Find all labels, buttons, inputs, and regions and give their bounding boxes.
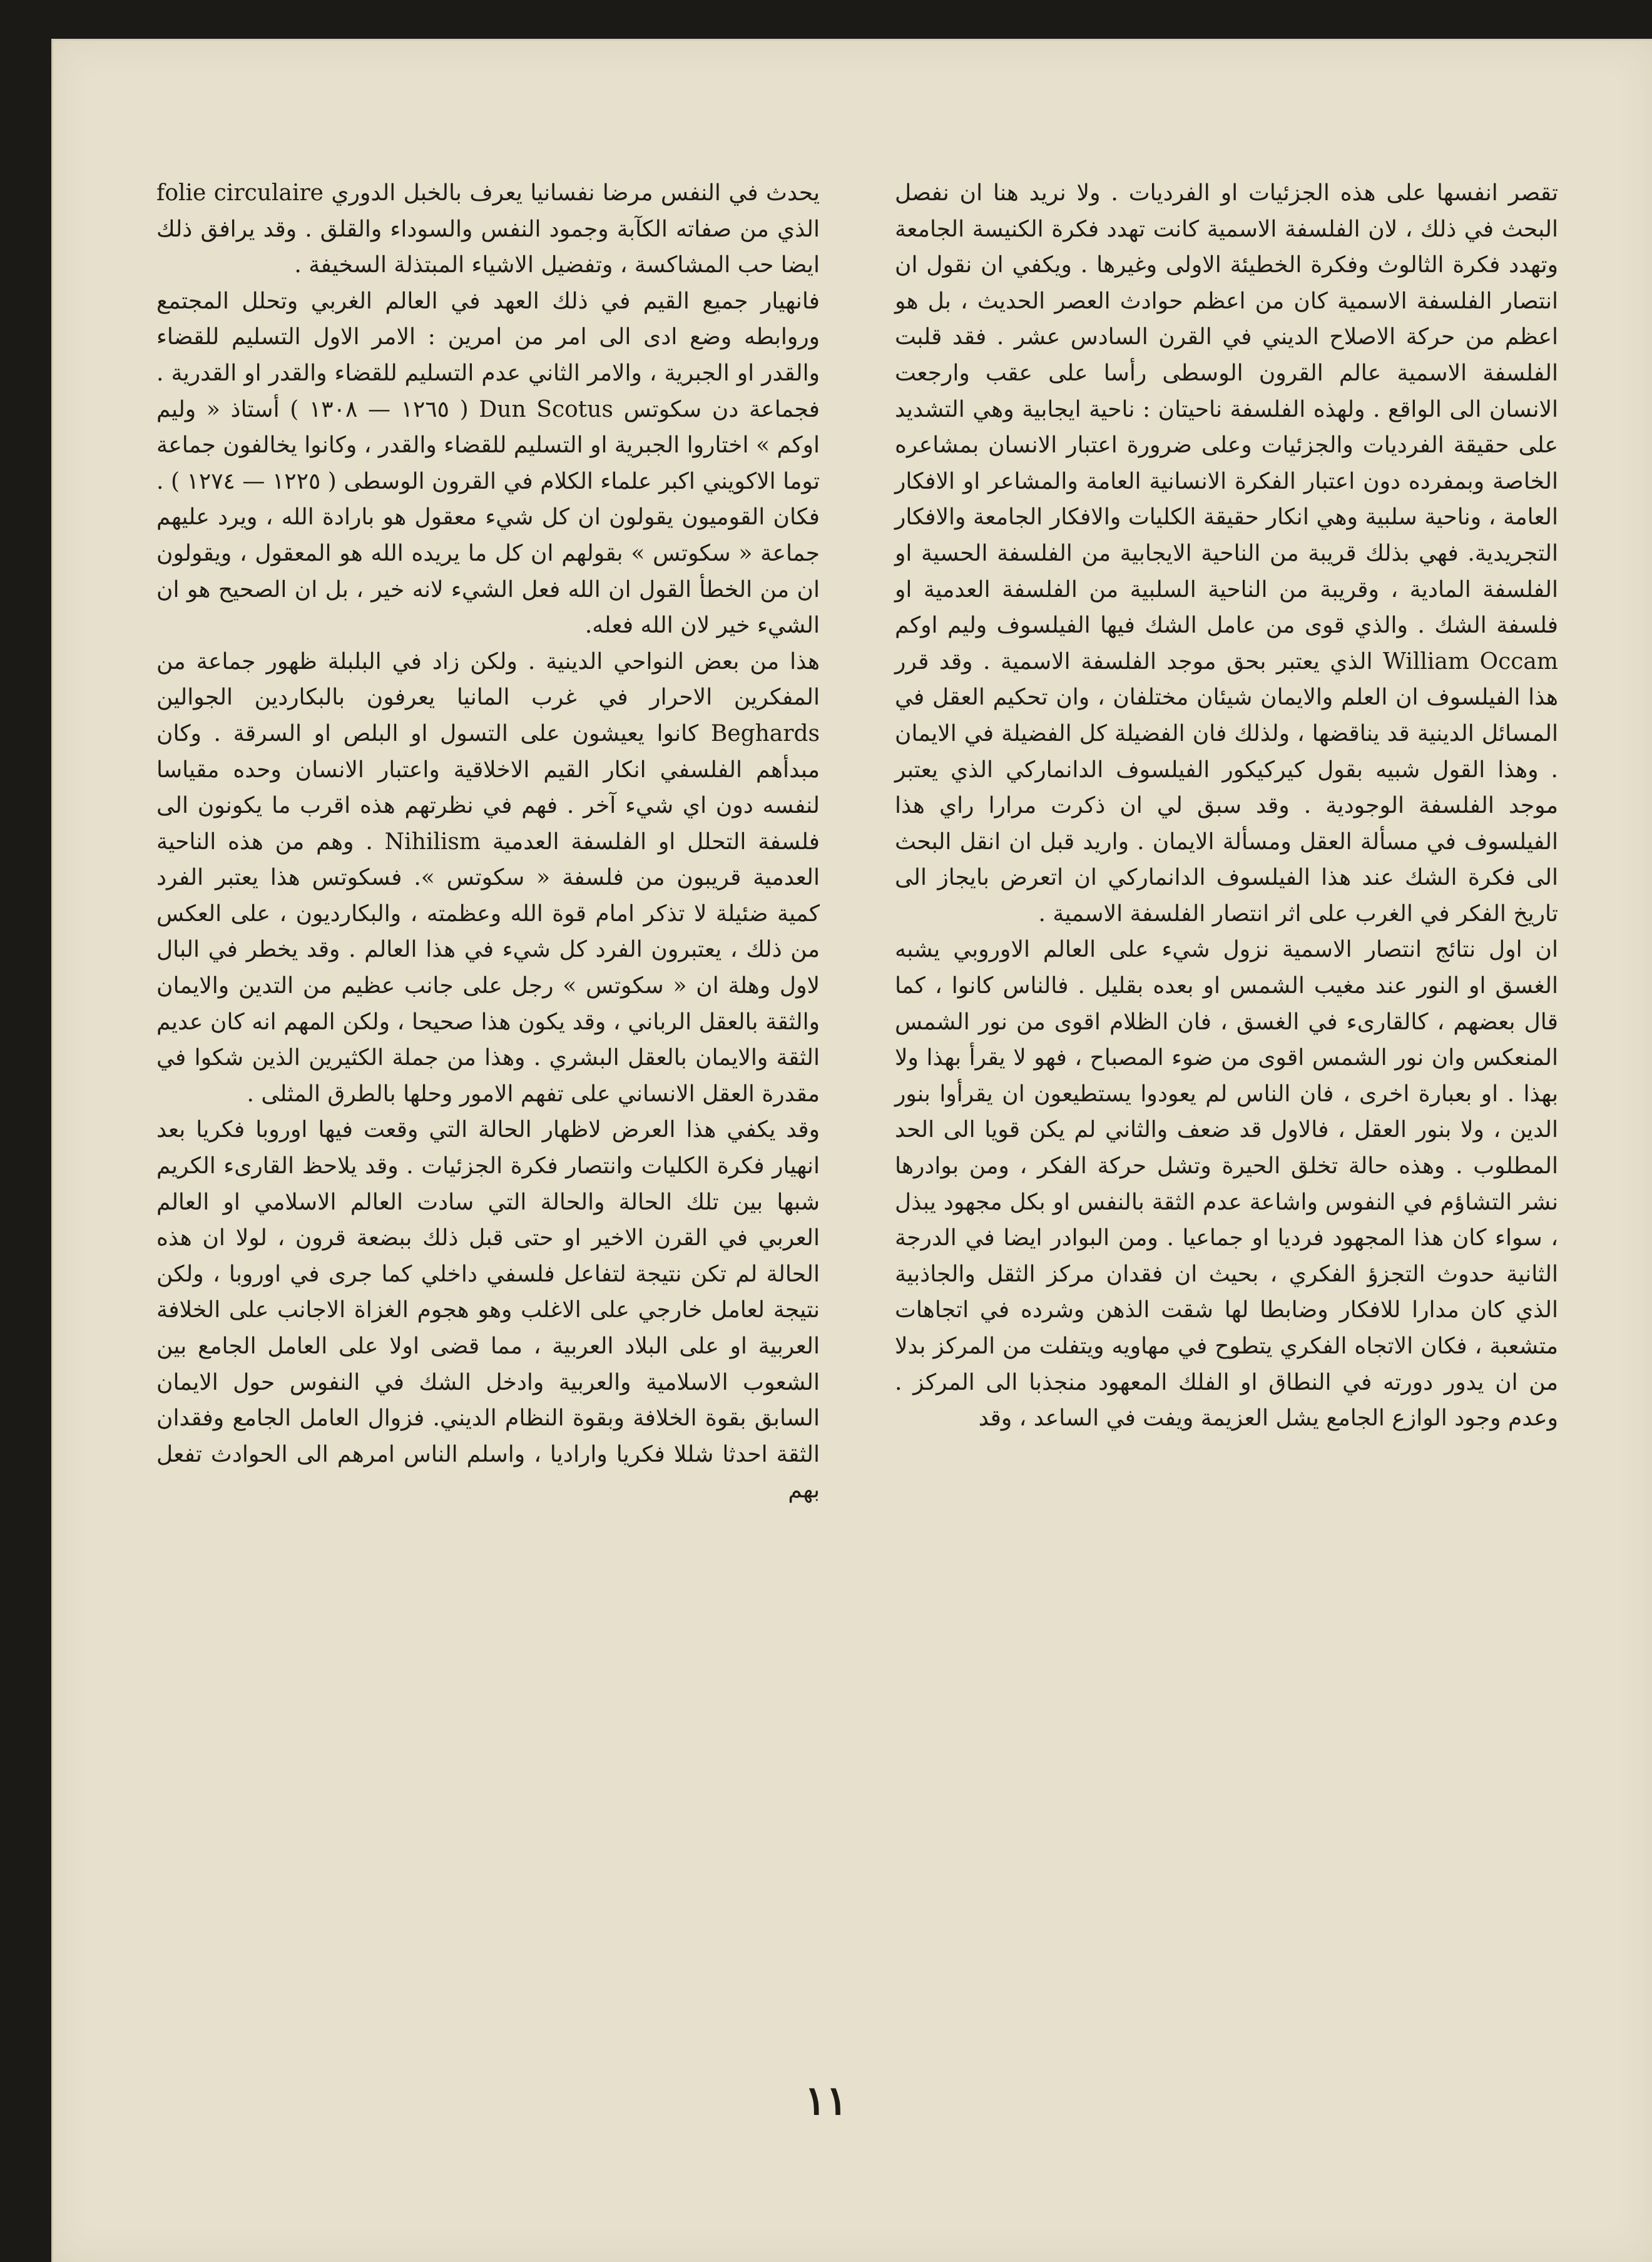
paragraph: ان اول نتائج انتصار الاسمية نزول شيء على العالم الاوروبي يشبه الغسق او النور عند مغيب الشمس او بعده بقليل . فالناس كانوا ، كما قال بعضهم ، كالقارىء في الغسق ، فان الظلام اقوى من نور الشمس المنعكس وان نور الشمس اقوى من ضوء المصباح ، فهو لا يقرأ بهذا ولا بهذا . او بعبارة اخرى ، فان الناس لم يعودوا يستطيعون ان يقرأوا بنور الدين ، ولا بنور العقل ، فالاول قد ضعف والثاني لم يكن قويا الى الحد المطلوب . وهذه حالة تخلق الحيرة وتشل حركة الفكر ، ومن بوادرها نشر التشاؤم في النفوس واشاعة عدم الثقة بالنفس او بكل مجهود يبذل ، سواء كان هذا المجهود فرديا او جماعيا . ومن البوادر ايضا في الدرجة الثانية حدوث التجزؤ الفكري ، بحيث ان فقدان مركز الثقل والجاذبية الذي كان مدارا للافكار وضابطا لها شقت الذهن وشرده في اتجاهات متشعبة ، فكان الاتجاه الفكري يتطوح في مهاويه ويتفلت من المركز بدلا من ان يدور دورته في النطاق او الفلك المعهود منجذبا الى المركز . وعدم وجود الوازع الجامع يشل العزيمة ويفت في الساعد ، وقد <box>895 937 1559 1432</box>
paragraph: تقصر انفسها على هذه الجزئيات او الفرديات . ولا نريد هنا ان نفصل البحث في ذلك ، لان الفلسفة الاسمية كانت تهدد فكرة الكنيسة الجامعة وتهدد فكرة الثالوث وفكرة الخطيئة الاولى وغيرها . ويكفي ان نقول ان انتصار الفلسفة الاسمية كان من اعظم حوادث العصر الحديث ، بل هو اعظم من حركة الاصلاح الديني في القرن السادس عشر . فقد قلبت الفلسفة الاسمية عالم القرون الوسطى رأسا على عقب وارجعت الانسان الى الواقع . ولهذه الفلسفة ناحيتان : ناحية ايجابية وهي التشديد على حقيقة الفرديات والجزئيات وعلى ضرورة اعتبار الانسان بمشاعره الخاصة وبمفرده دون اعتبار الفكرة الانسانية العامة والمشاعر او الافكار العامة ، وناحية سلبية وهي انكار حقيقة الكليات والافكار الجامعة والافكار التجريدية. فهي بذلك قريبة من الناحية الايجابية من الفلسفة الحسية او الفلسفة المادية ، وقريبة من الناحية السلبية من الفلسفة العدمية او فلسفة الشك . والذي قوى من عامل الشك فيها الفيلسوف وليم اوكم William Occam الذي يعتبر بحق موجد الفلسفة الاسمية . وقد قرر هذا الفيلسوف ان العلم والايمان شيئان مختلفان ، وان تحكيم العقل في المسائل الدينية قد يناقضها ، ولذلك فان الفضيلة كل الفضيلة في الايمان . وهذا القول شبيه بقول كيركيكور الفيلسوف الدانماركي الذي يعتبر موجد الفلسفة الوجودية . وقد سبق لي ان ذكرت مرارا راي هذا الفيلسوف في مسألة العقل ومسألة الايمان . واريد قبل ان انقل البحث الى فكرة الشك عند هذا الفيلسوف الدانماركي ان اتعرض بايجاز الى تاريخ الفكر في الغرب على اثر انتصار الفلسفة الاسمية . <box>895 180 1559 927</box>
paragraph: وقد يكفي هذا العرض لاظهار الحالة التي وقعت فيها اوروبا فكريا بعد انهيار فكرة الكليات وانتصار فكرة الجزئيات . وقد يلاحظ القارىء الكريم شبها بين تلك الحالة والحالة التي سادت العالم الاسلامي او العالم العربي في القرن الاخير او حتى قبل ذلك ببضعة قرون ، لولا ان هذه الحالة لم تكن نتيجة لتفاعل فلسفي داخلي كما جرى في اوروبا ، ولكن نتيجة لعامل خارجي على الاغلب وهو هجوم الغزاة الاجانب على الخلافة العربية او على البلاد العربية ، مما قضى اولا على العامل الجامع بين الشعوب الاسلامية والعربية وادخل الشك في النفوس حول الايمان السابق بقوة الخلافة وبقوة النظام الديني. فزوال العامل الجامع وفقدان الثقة احدثا شللا فكريا واراديا ، واسلم الناس امرهم الى الحوادث تفعل بهم <box>156 1117 820 1504</box>
left-text-column <box>156 175 820 1509</box>
right-text-column <box>895 175 1558 1437</box>
page-number: ١١ <box>804 2077 848 2124</box>
paragraph: فانهيار جميع القيم في ذلك العهد في العالم الغربي وتحلل المجتمع وروابطه وضع ادى الى امر من امرين : الامر الاول التسليم للقضاء والقدر او الجبرية ، والامر الثاني عدم التسليم للقضاء والقدر او القدرية . فجماعة دن سكوتس Dun Scotus ( ١٢٦٥ — ١٣٠٨ ) أستاذ « وليم اوكم » اختاروا الجبرية او التسليم للقضاء والقدر ، وكانوا يخالفون جماعة توما الاكويني اكبر علماء الكلام في القرون الوسطى ( ١٢٢٥ — ١٢٧٤ ) . فكان القوميون يقولون ان كل شيء معقول هو بارادة الله ، ويرد عليهم جماعة « سكوتس » بقولهم ان كل ما يريده الله هو المعقول ، ويقولون ان من الخطأ القول ان الله فعل الشيء لانه خير ، بل ان الصحيح هو ان الشيء خير لان الله فعله. <box>156 288 820 639</box>
paragraph: هذا من بعض النواحي الدينية . ولكن زاد في البلبلة ظهور جماعة من المفكرين الاحرار في غرب المانيا يعرفون بالبكاردين الجوالين Beghards كانوا يعيشون على التسول او البلص او السرقة . وكان مبدأهم الفلسفي انكار القيم الاخلاقية واعتبار الانسان وحده مقياسا لنفسه دون اي شيء آخر . فهم في نظرتهم هذه اقرب ما يكونون الى فلسفة التحلل او الفلسفة العدمية Nihilism . وهم من هذه الناحية العدمية قريبون من فلسفة « سكوتس ». فسكوتس هذا يعتبر الفرد كمية ضئيلة لا تذكر امام قوة الله وعظمته ، والبكارديون ، على العكس من ذلك ، يعتبرون الفرد كل شيء في هذا العالم . وقد يخطر في البال لاول وهلة ان « سكوتس » رجل على جانب عظيم من التدين والايمان والثقة بالعقل الرباني ، وقد يكون هذا صحيحا ، ولكن المهم انه كان عديم الثقة والايمان بالعقل البشري . وهذا من جملة الكثيرين الذين شكوا في مقدرة العقل الانساني على تفهم الامور وحلها بالطرق المثلى . <box>156 648 820 1107</box>
paragraph: يحدث في النفس مرضا نفسانيا يعرف بالخبل الدوري folie circulaire الذي من صفاته الكآبة وجمود النفس والسوداء والقلق . وقد يرافق ذلك ايضا حب المشاكسة ، وتفضيل الاشياء المبتذلة السخيفة . <box>156 180 820 278</box>
